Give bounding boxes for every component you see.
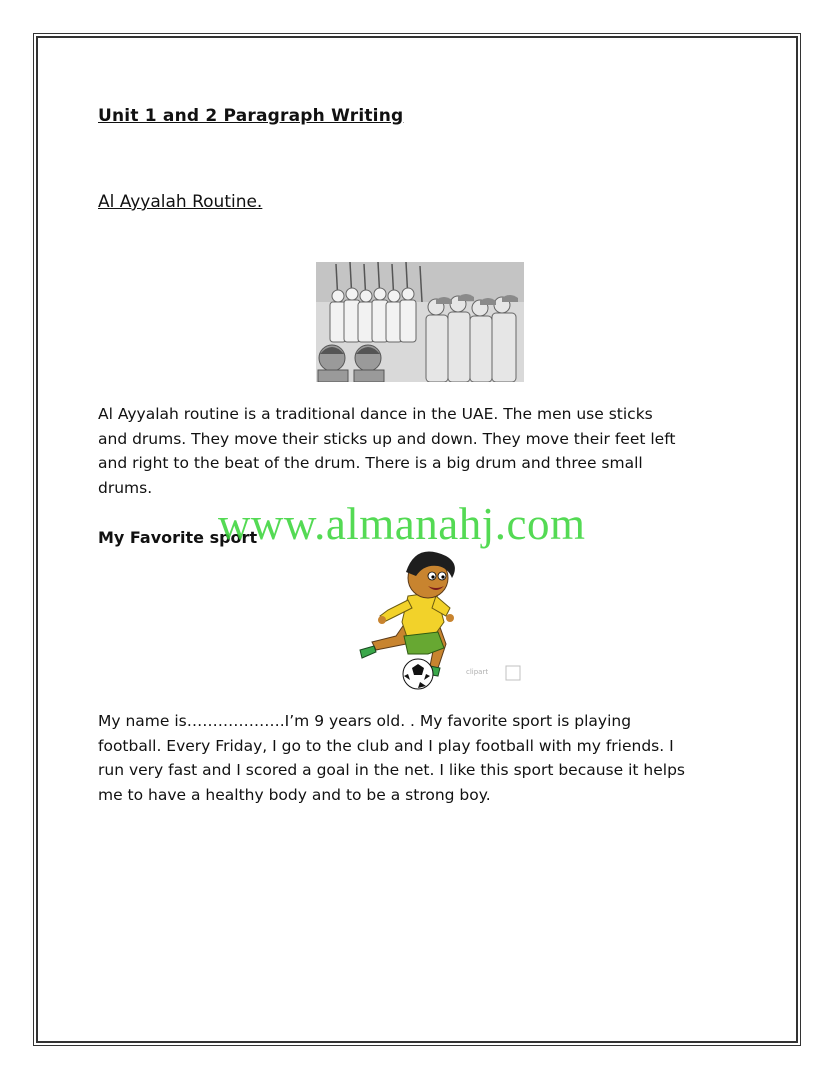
favorite-sport-paragraph: My name is……………….I’m 9 years old. . My favorite sport is playing football. Every Friday, I go to the club and I play football with my friends. I run very fast and I scored a goal in the net. I like this sport because it helps me to have a healthy body and to be a strong boy. xyxy=(98,712,685,804)
svg-text:clipart: clipart xyxy=(466,668,489,676)
boy-kicking-football-illustration xyxy=(296,550,528,690)
ayyalah-paragraph: Al Ayyalah routine is a traditional dance in the UAE. The men use sticks and drums. They move their sticks up and down. They move their feet left and right to the beat of the drum. There is a big drum and three small drums. xyxy=(98,405,676,497)
watermark: www.almanahj.com xyxy=(218,499,586,549)
section-heading-ayyalah: Al Ayyalah Routine. xyxy=(98,192,263,212)
ayyalah-dancers-illustration xyxy=(316,262,524,382)
section-heading-favorite-sport: My Favorite sport xyxy=(98,528,258,547)
document-title: Unit 1 and 2 Paragraph Writing xyxy=(98,106,404,126)
